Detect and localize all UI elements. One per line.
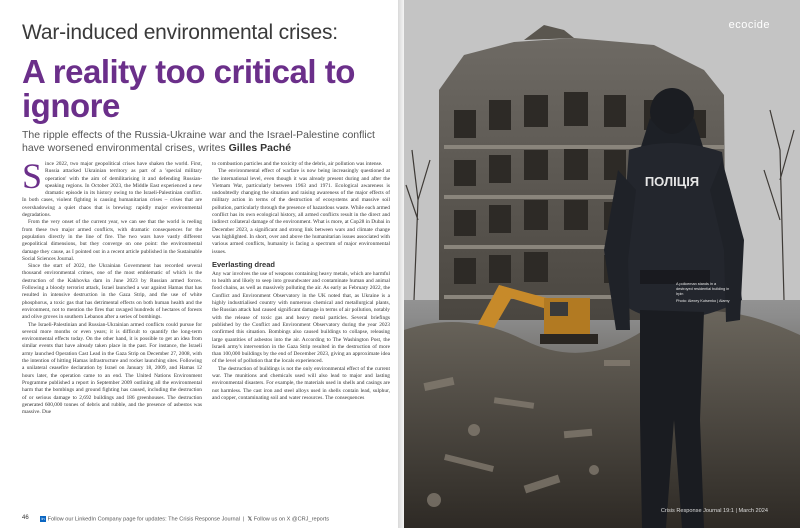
body-paragraph: Any war involves the use of weapons containing heavy metals, which are harmful to health and likely to seep into groundwater and contaminate human and animal food chains, as well as massively polluting the air. As early as February 2022, the Conflict and Environment Observatory in the UK noted that, as Ukraine is a highly industrialised country with numerous chemical and metallurgical plants, the Russian attack had caused significant damage in terms of air pollution, notably with the release of toxic gas and heavy metal particles. Several briefings published by the Conflict and Environment Observatory during the year 2023 confirmed this situation. Bombings also caused buildings to collapse, releasing large quantities of asbestos into the air. According to The Washington Post, the Israeli army's intervention in the Gaza Strip resulted in the destruction of more than 100,000 buildings by the end of December 2023, giving an approximate idea of the level of pollution that the locals experienced.: [212, 270, 390, 365]
body-paragraph: to combustion particles and the toxicity of the debris, air pollution was intense.: [212, 161, 383, 167]
article-standfirst: [22, 129, 382, 155]
section-subhead: Everlasting dread: [212, 259, 275, 269]
linkedin-link[interactable]: Follow our LinkedIn Company page for updates: The Crisis Response Journal: [47, 516, 240, 523]
photo-credit: Photo: Alexey Kutsenko | Alamy: [676, 299, 730, 303]
page-number: 46: [22, 515, 29, 521]
left-footer: [0, 510, 398, 528]
body-paragraph: Since the start of 2022, the Ukrainian Government has recorded several thousand environmental crimes, one of the most emblematic of which is the destruction of the Kakhovka dam in June 2023 by Russian armed forces. Following a bloody terrorist attack, Israel launched a war against Hamas that has resulted in intensive destruction in the Gaza Strip, and the use of white phosphorus, a toxic gas that has detrimental effects on both human health and the environment, not to mention the fires that ravaged hundreds of hectares of forests and olive groves in southern Lebanon after a series of bombings.: [22, 263, 202, 321]
body-paragraph: The destruction of buildings is not the only environmental effect of the current war. The munitions and chemicals used will also lead to major and lasting environmental disasters. For example, the materials used in shells and casings are not harmless. The cast iron and steel alloys used in shells contain lead, sulphur, and copper, contaminating soil and water resources. The consequences: [212, 365, 390, 401]
body-paragraph: ince 2022, two major geopolitical crises have shaken the world. First, Russia attacked Ukrainian territory as part of a 'special military operation' with the aim of demilitarising it and defending Russian-speaking regions. In October 2023, the Middle East experienced a new dramatic episode in its history owing to the Israeli-Palestinian conflict. In both cases, violent fighting is causing humanitarian crises – crises that are overshadowing a quiet chaos that is brewing: rapidly major environmental degradations.: [22, 161, 202, 219]
linkedin-icon[interactable]: in: [41, 516, 45, 521]
body-column-2: [212, 161, 390, 511]
war-photo: [404, 0, 800, 528]
left-page: [0, 0, 398, 528]
section-tag: ecocide: [728, 19, 770, 31]
body-paragraph: The Israeli-Palestinian and Russian-Ukrainian armed conflicts could pursue for several more months or even years; it is difficult to quantify the long-term environmental effects today. On the other hand, it is possible to get an idea from similar events that have already taken place in the past. For instance, the Israeli army launched Operation Cast Lead in the Gaza Strip on December 27, 2008, with the intention of hitting Hamas infrastructure and rocket launching sites. Following a unilateral ceasefire declaration by Israel on January 18, 2009, and Hamas 12 hours later, the operation came to an end. The United Nations Environment Programme published a report in September 2009 outlining all the environmental harm that the bombings and ground fighting has caused, including the destruction of or serious damage to 2,692 buildings and 186 greenhouses. The destruction generated 600,000 tonnes of debris and rubble, and the presence of asbestos was massive. Due: [22, 321, 202, 416]
x-icon[interactable]: 𝕏: [247, 516, 253, 523]
body-paragraph: The environmental effect of warfare is now being increasingly questioned at the international level, even though it was already present during and after the Vietnam War, particularly between 1963 and 1971. Ecological awareness is undoubtedly changing the situation and raising awareness of the major effects of military action in terms of the destruction of ecosystems and massive soil pollution, particularly through the presence of hazardous waste. While each armed conflict has its own ecological history, all armed conflicts result in the direct and indirect collateral damage of the environment. What is more, at Cop28 in Dubai in December 2023, a significant and strong link between wars and climate change was highlighted. In short, over and above the humanitarian issues associated with various armed conflicts, humanity is facing a spectrum of major environmental issues.: [212, 168, 390, 255]
twitter-link[interactable]: Follow us on X @CRJ_reports: [253, 516, 330, 523]
body-paragraph: From the very onset of the current year, we can see that the world is reeling from these two major armed conflicts, with dramatic consequences for the population directly in the line of fire. The two wars have vastly different geopolitical dimensions, but they converge on one point: the environmental damage they cause, as I pointed out in a recent article published in the Sustainable Social Sciences Journal.: [22, 219, 202, 262]
author-name: Gilles Paché: [228, 142, 292, 154]
rubble-ground: [404, 311, 800, 528]
caption-text: A policeman stands in a destroyed residential building in Irpin: [676, 282, 730, 296]
body-column-1: [22, 161, 202, 511]
article-headline: A reality too critical to ignore: [22, 53, 355, 124]
drop-cap: S: [22, 161, 43, 196]
footer-social: in Follow our LinkedIn Company page for updates: The Crisis Response Journal | 𝕏 Follow us on X @CRJ_reports: [41, 516, 330, 523]
article-kicker: War-induced environmental crises:: [22, 21, 338, 44]
right-page: [404, 0, 800, 528]
police-label: ПОЛІЦІЯ: [644, 174, 700, 189]
standfirst-text: The ripple effects of the Russia-Ukraine war and the Israel-Palestine conflict have worsened environmental crises, writes: [22, 129, 375, 154]
photo-caption: [676, 282, 732, 304]
right-footer: Crisis Response Journal 19:1 | March 2024: [660, 508, 768, 514]
